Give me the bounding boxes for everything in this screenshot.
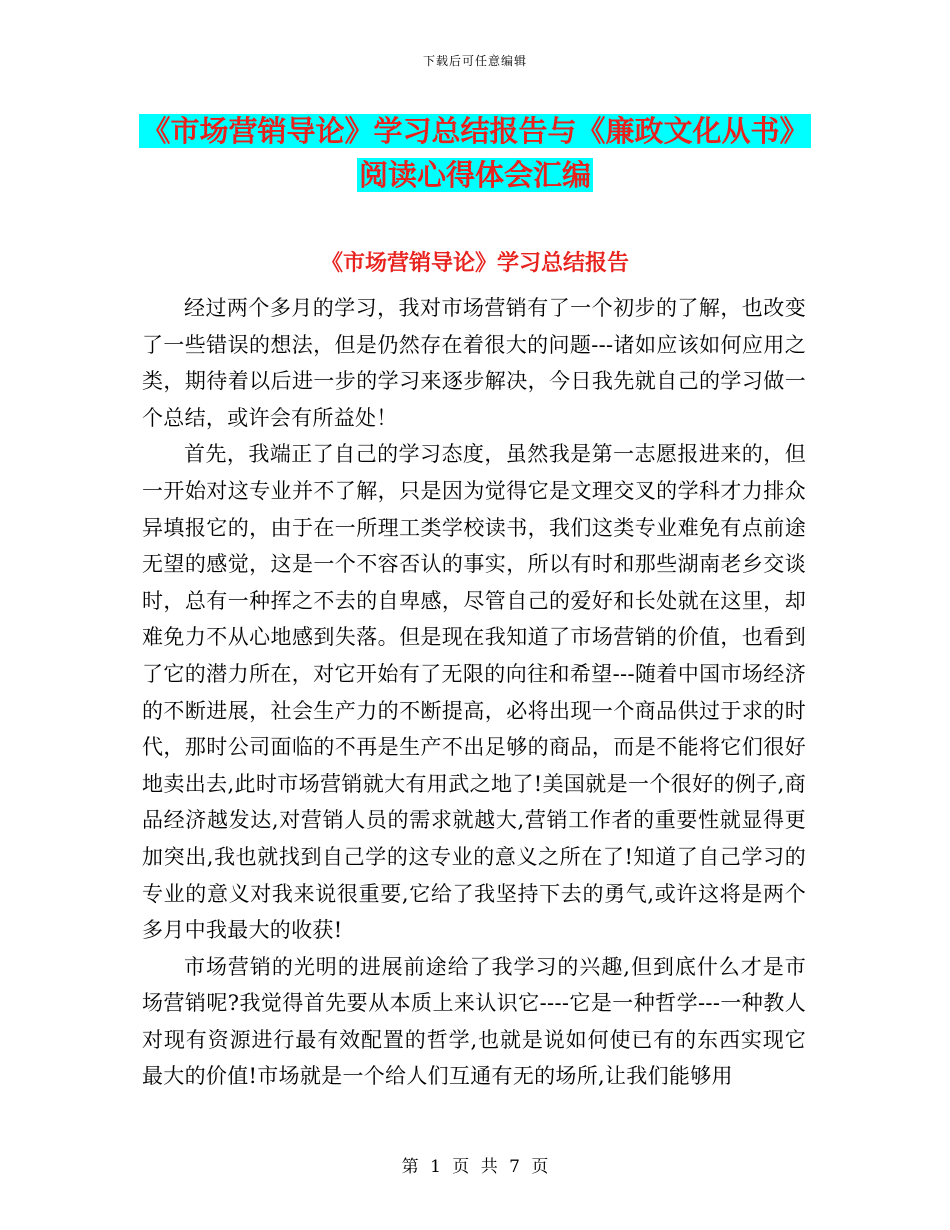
header-note: 下载后可任意编辑: [422, 54, 527, 68]
document-title-line-1: [0, 111, 950, 151]
paragraph-2: 首先，我端正了自己的学习态度，虽然我是第一志愿报进来的，但一开始对这专业并不了解，只是因为觉得它是文理交叉的学科才力排众异填报它的，由于在一所理工类学校读书，我们这类专业难免有点前途无望的感觉，这是一个不容否认的事实，所以有时和那些湖南老乡交谈时，总有一种挥之不去的自卑感，尽管自己的爱好和长处就在这里，却难免力不从心地感到失落。但是现在我知道了市场营销的价值，也看到了它的潜力所在，对它开始有了无限的向往和希望---随着中国市场经济的不断进展，社会生产力的不断提高，必将出现一个商品供过于求的时代，那时公司面临的不再是生产不出足够的商品，而是不能将它们很好地卖出去,此时市场营销就大有用武之地了!美国就是一个很好的例子,商品经济越发达,对营销人员的需求就越大,营销工作者的重要性就显得更加突出,我也就找到自己学的这专业的意义之所在了!知道了自己学习的专业的意义对我来说很重要,它给了我坚持下去的勇气,或许这将是两个多月中我最大的收获!: [142, 442, 806, 943]
paragraph-1: 经过两个多月的学习，我对市场营销有了一个初步的了解，也改变了一些错误的想法，但是仍然存在着很大的问题---诸如应该如何应用之类，期待着以后进一步的学习来逐步解决，今日我先就自己的学习做一个总结，或许会有所益处！: [142, 296, 806, 430]
page-footer: 第 1 页 共 7 页: [401, 1157, 549, 1177]
body-text: [142, 290, 806, 1095]
document-title-highlight-1: 《市场营销导论》学习总结报告与《廉政文化从书》: [141, 114, 809, 148]
paragraph-3: 市场营销的光明的进展前途给了我学习的兴趣,但到底什么才是市场营销呢?我觉得首先要从本质上来认识它----它是一种哲学---一种教人对现有资源进行最有效配置的哲学,也就是说如何使已有的东西实现它最大的价值!市场就是一个给人们互通有无的场所,让我们能够用: [142, 954, 806, 1089]
document-title-highlight-2: 阅读心得体会汇编: [358, 158, 591, 192]
document-title-line-2: [0, 155, 950, 195]
section-title: 《市场营销导论》学习总结报告: [320, 251, 629, 276]
